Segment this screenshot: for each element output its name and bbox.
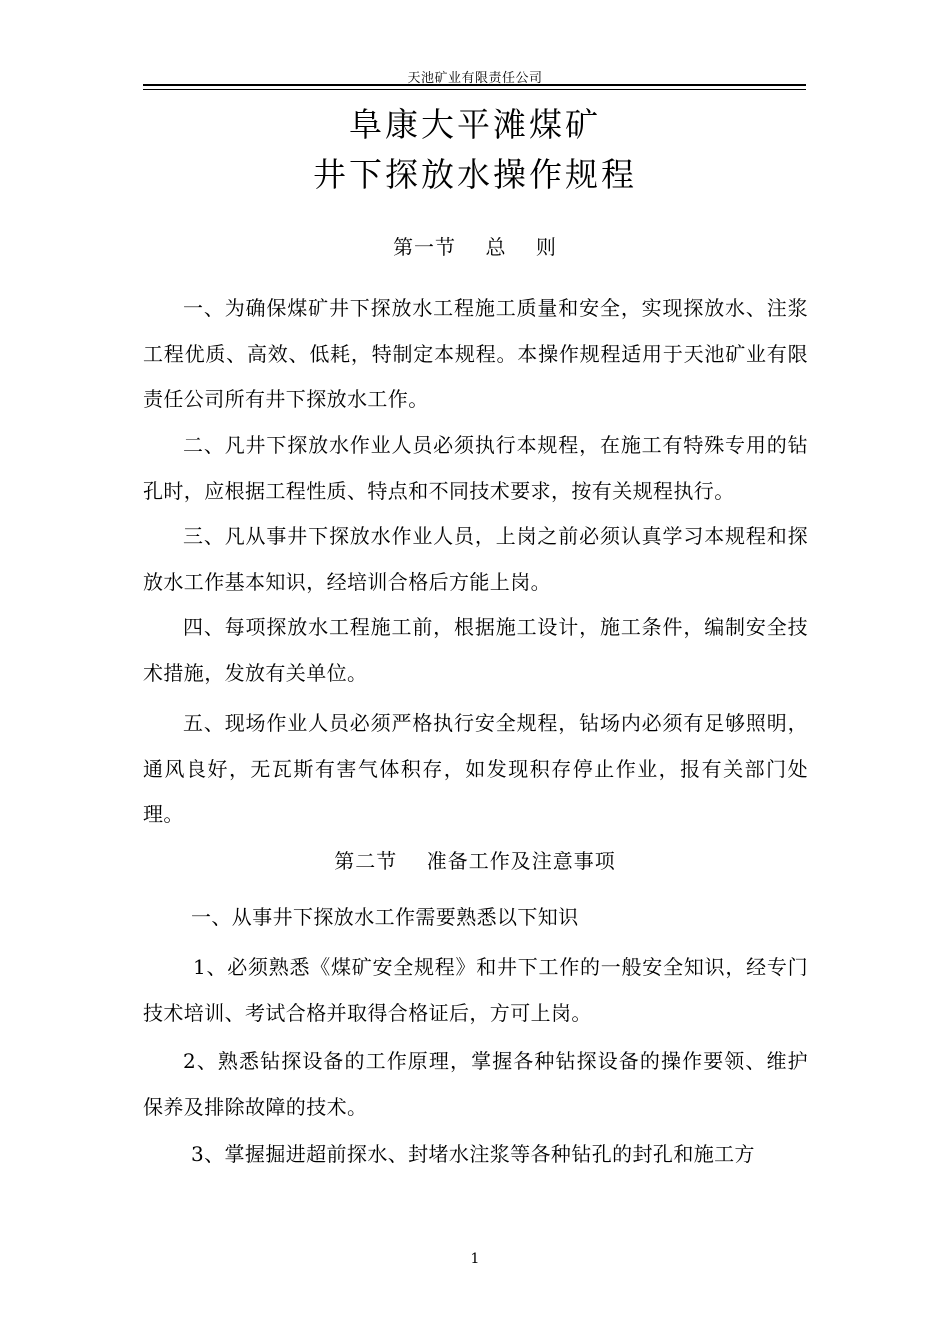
header-rule-thin [143, 89, 806, 90]
paragraph: 1、必须熟悉《煤矿安全规程》和井下工作的一般安全知识，经专门技术培训、考试合格并取得合格证后，方可上岗。 [143, 955, 808, 1025]
header-rule-thick [143, 84, 806, 86]
paragraph: 一、为确保煤矿井下探放水工程施工质量和安全，实现探放水、注浆工程优质、高效、低耗，特制定本规程。本操作规程适用于天池矿业有限责任公司所有井下探放水工作。 [143, 296, 808, 411]
paragraph: 三、凡从事井下探放水作业人员，上岗之前必须认真学习本规程和探放水工作基本知识，经培训合格后方能上岗。 [143, 524, 808, 594]
document-title-line2: 井下探放水操作规程 [313, 155, 637, 194]
paragraph: 五、现场作业人员必须严格执行安全规程，钻场内必须有足够照明，通风良好，无瓦斯有害气体积存，如发现积存停止作业，报有关部门处理。 [143, 711, 808, 826]
running-header: 天池矿业有限责任公司 [407, 71, 543, 86]
paragraph: 一、从事井下探放水工作需要熟悉以下知识 [191, 905, 579, 929]
document-title-line1: 阜康大平滩煤矿 [349, 105, 601, 144]
paragraph: 2、熟悉钻探设备的工作原理，掌握各种钻探设备的操作要领、维护保养及排除故障的技术。 [143, 1049, 808, 1119]
paragraph: 二、凡井下探放水作业人员必须执行本规程，在施工有特殊专用的钻孔时，应根据工程性质、特点和不同技术要求，按有关规程执行。 [143, 433, 808, 503]
section1-heading: 第一节 总 则 [393, 235, 557, 259]
page-number: 1 [470, 1251, 480, 1267]
paragraph: 四、每项探放水工程施工前，根据施工设计，施工条件，编制安全技术措施，发放有关单位。 [143, 615, 808, 685]
paragraph: 3、掌握掘进超前探水、封堵水注浆等各种钻孔的封孔和施工方 [191, 1142, 755, 1166]
section2-heading: 第二节 准备工作及注意事项 [334, 849, 616, 873]
